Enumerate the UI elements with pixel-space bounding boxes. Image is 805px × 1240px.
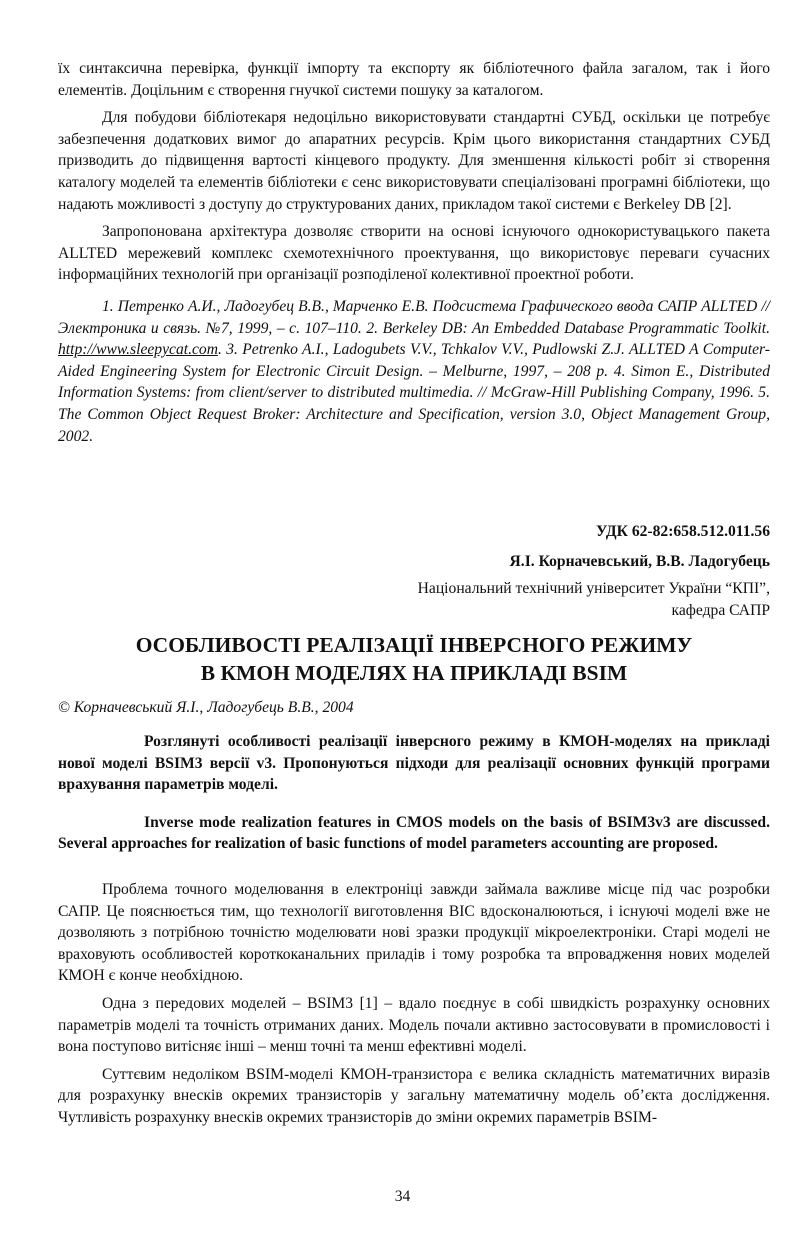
article-authors: Я.І. Корначевський, В.В. Ладогубець bbox=[509, 552, 770, 570]
body-paragraph-1: Проблема точного моделювання в електроніці завжди займала важливе місце під час розробки САПР. Це пояснюється тим, що технології виготовлення ВІС вдосконалюються, і існуючі моделі вже не дозволяють з потрібною точністю моделювати нові зразки продукції мікроелектроніки. Старі моделі не враховують особливостей короткоканальних приладів і тому розробка та впровадження нових моделей КМОН є конче необхідною. bbox=[58, 881, 770, 985]
references bbox=[58, 296, 770, 447]
university-affiliation: Національний технічний університет України “КПІ”, bbox=[417, 580, 770, 598]
body-paragraph-3: Суттєвим недоліком BSIM-моделі КМОН-транзистора є велика складність математичних виразів для розрахунку внесків окремих транзисторів у загальну математичну модель об’єкта дослідження. Чутливість розрахунку внесків окремих транзисторів до зміни окремих параметрів BSIM- bbox=[58, 1065, 770, 1126]
paragraph-architecture: Запропонована архітектура дозволяє створити на основі існуючого однокористувацького пакета ALLTED мережевий комплекс схемотехнічного проектування, що використовує переваги сучасних інформаційних технологій при організації розподіленої колективної проектної роботи. bbox=[58, 223, 770, 284]
title-line-2: В КМОН МОДЕЛЯХ НА ПРИКЛАДІ BSIM bbox=[200, 661, 628, 686]
abstract-ukrainian: Розглянуті особливості реалізації інверсного режиму в КМОН-моделях на прикладі нової моделі BSIM3 версії v3. Пропонуються підходи для реалізації основних функцій програми врахування параметрів моделі. bbox=[58, 733, 770, 794]
abstract-english: Inverse mode realization features in CMOS models on the basis of BSIM3v3 are discussed. Several approaches for realization of basic functions of model parameters accounting are proposed. bbox=[58, 813, 770, 853]
udk-code: УДК 62-82:658.512.011.56 bbox=[596, 523, 770, 541]
page-number: 34 bbox=[394, 1188, 411, 1205]
page-content bbox=[58, 58, 770, 1129]
paragraph-dbms: Для побудови бібліотекаря недоцільно використовувати стандартні СУБД, оскільки це потребує забезпечення додаткових вимог до апаратних ресурсів. Крім цього використання стандартних СУБД призводить до підвищення вартості кінцевого продукту. Для зменшення кількості робіт зі створення каталогу моделей та елементів бібліотеки є сенс використовувати спеціалізовані програмні бібліотеки, що надають можливості з доступу до структурованих даних, прикладом такої системи є Berkeley DB [2]. bbox=[58, 109, 770, 213]
article-title bbox=[58, 631, 770, 687]
references-part2: . 3. Petrenko A.I., Ladogubets V.V., Tchkalov V.V., Pudlowski Z.J. ALLTED A Computer-Aided Engineering System for Electronic Circuit Design. – Melburne, 1997, – 208 p. 4. Simon E., Distributed Information Systems: from client/server to distributed multimedia. // McGraw-Hill Publishing Company, 1996. 5. The Common Object Request Broker: Architecture and Specification, version 3.0, Object Management Group, 2002. bbox=[58, 341, 770, 445]
paragraph-continued: їх синтаксична перевірка, функції імпорту та експорту як бібліотечного файла загалом, так і його елементів. Доцільним є створення гнучкої системи пошуку за каталогом. bbox=[58, 60, 770, 99]
copyright-line: © Корначевський Я.І., Ладогубець В.В., 2004 bbox=[58, 699, 354, 717]
title-line-1: ОСОБЛИВОСТІ РЕАЛІЗАЦІЇ ІНВЕРСНОГО РЕЖИМУ bbox=[135, 633, 693, 658]
department-affiliation: кафедра САПР bbox=[671, 601, 770, 619]
body-paragraph-2: Одна з передових моделей – BSIM3 [1] – вдало поєднує в собі швидкість розрахунку основних параметрів моделі та точність отриманих даних. Модель почали активно застосовувати в промисловості і вона поступово витісняє інші – менш точні та менш ефективні моделі. bbox=[58, 995, 770, 1056]
reference-link[interactable]: http://www.sleepycat.com bbox=[58, 341, 218, 359]
references-part1: 1. Петренко А.И., Ладогубец В.В., Марченко Е.В. Подсистема Графического ввода САПР ALLTED // Электроника и связь. №7, 1999, – с. 107–110. 2. Berkeley DB: An Embedded Database Programmatic Toolkit. bbox=[58, 297, 770, 337]
